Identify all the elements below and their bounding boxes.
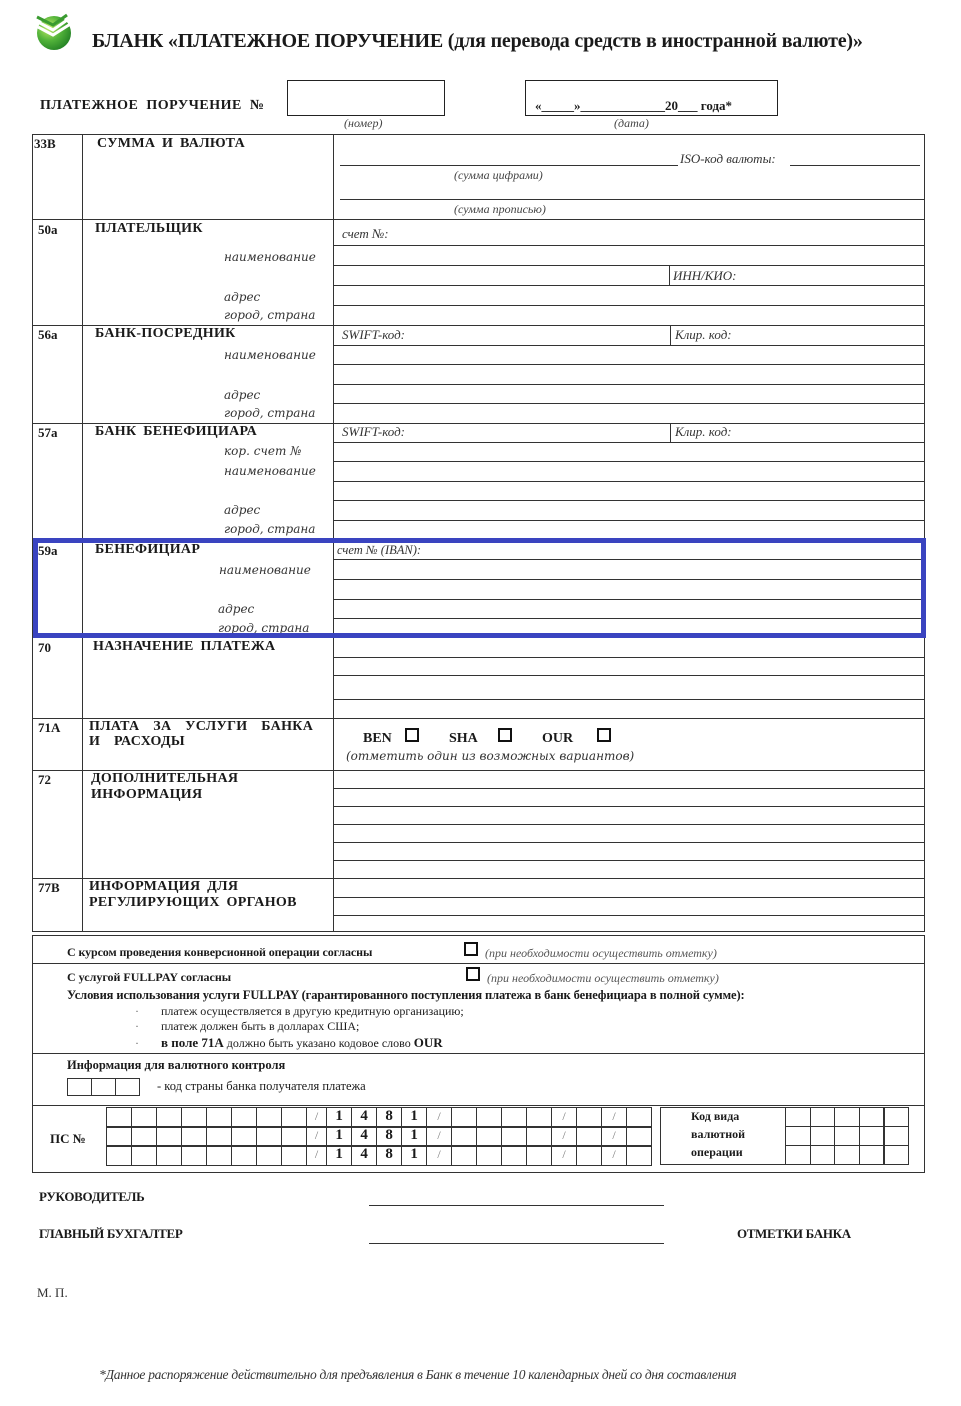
iso-code-label: ISO-код валюты:	[680, 151, 776, 166]
section-title-payment-purpose: НАЗНАЧЕНИЕ ПЛАТЕЖА	[93, 639, 276, 654]
conversion-agreement-label: С курсом проведения конверсионной операции согласны	[67, 945, 373, 959]
section-title-intermediary-bank: БАНК-ПОСРЕДНИК	[95, 326, 236, 341]
condition-bold-prefix: в поле 71А	[161, 1035, 224, 1050]
amount-words-input[interactable]	[340, 199, 925, 200]
beneficiary-bank-corr-input[interactable]	[334, 443, 924, 461]
section-title-beneficiary: БЕНЕФИЦИАР	[95, 542, 201, 557]
sberbank-logo-icon	[32, 12, 76, 52]
ps-number-cell[interactable]: 1	[326, 1145, 352, 1166]
amount-words-caption: (сумма прописью)	[454, 202, 546, 216]
beneficiary-bank-city-label: город, страна	[224, 522, 316, 536]
ps-number-cell[interactable]	[626, 1145, 652, 1166]
country-code-cell-2[interactable]	[91, 1078, 116, 1096]
op-code-label-line3: операции	[691, 1145, 743, 1159]
beneficiary-iban-label: счет № (IBAN):	[337, 543, 422, 557]
ps-number-cell[interactable]: /	[551, 1126, 577, 1147]
iso-code-input[interactable]	[790, 165, 920, 166]
ps-number-cell[interactable]	[156, 1145, 182, 1166]
ps-number-cell[interactable]	[501, 1145, 527, 1166]
order-number-field[interactable]	[287, 80, 445, 116]
bullet: ·	[135, 1019, 139, 1033]
fee-option-our-label: OUR	[542, 731, 574, 746]
operation-code-cell[interactable]	[810, 1145, 836, 1165]
intermediary-swift-input[interactable]	[334, 326, 669, 344]
fullpay-agreement-hint: (при необходимости осуществить отметку)	[487, 971, 719, 985]
bullet: ·	[135, 1036, 139, 1050]
conversion-agreement-checkbox[interactable]	[464, 942, 478, 956]
payer-address-input[interactable]	[334, 286, 924, 305]
payer-city-input[interactable]	[334, 306, 924, 325]
country-code-cell-3[interactable]	[115, 1078, 140, 1096]
country-code-label: - код страны банка получателя платежа	[157, 1079, 366, 1093]
payment-purpose-input[interactable]	[334, 638, 924, 718]
beneficiary-name-input-2[interactable]	[334, 580, 924, 598]
ps-number-cell[interactable]: 8	[376, 1145, 402, 1166]
beneficiary-bank-name-input-2[interactable]	[334, 482, 924, 500]
ps-number-cell[interactable]: /	[426, 1107, 452, 1128]
date-template: «_____»_____________20___ года*	[535, 98, 733, 113]
country-code-cell-1[interactable]	[67, 1078, 92, 1096]
ps-number-cell[interactable]: /	[306, 1145, 327, 1166]
ps-number-cell[interactable]: /	[426, 1126, 452, 1147]
beneficiary-address-input[interactable]	[334, 600, 924, 618]
form-title: БЛАНК «ПЛАТЕЖНОЕ ПОРУЧЕНИЕ (для перевода средств в иностранной валюте)»	[92, 30, 863, 52]
beneficiary-name-input[interactable]	[334, 560, 924, 578]
field-code-72: 72	[38, 772, 51, 787]
field-code-70: 70	[38, 640, 51, 655]
beneficiary-bank-swift-input[interactable]	[334, 424, 669, 441]
ps-number-cell[interactable]	[256, 1145, 282, 1166]
ps-number-cell[interactable]	[131, 1145, 157, 1166]
payer-city-label: город, страна	[224, 308, 316, 322]
stamp-label: М. П.	[37, 1285, 68, 1300]
operation-code-cell[interactable]	[859, 1107, 885, 1127]
ps-number-cell[interactable]: 1	[401, 1107, 427, 1128]
conversion-agreement-hint: (при необходимости осуществить отметку)	[485, 946, 717, 960]
validity-footnote: *Данное распоряжение действительно для предъявления в Банк в течение 10 календарных дней со дня составления	[99, 1367, 737, 1382]
head-signature-line[interactable]	[369, 1205, 664, 1206]
regulatory-info-title-line2: РЕГУЛИРУЮЩИХ ОРГАНОВ	[89, 895, 297, 910]
ps-number-cell[interactable]	[476, 1145, 502, 1166]
beneficiary-bank-corr-label: кор. счет №	[224, 444, 302, 458]
number-caption: (номер)	[344, 116, 383, 130]
operation-code-cell[interactable]	[834, 1107, 860, 1127]
beneficiary-bank-city-input[interactable]	[334, 521, 924, 539]
ps-number-cell[interactable]: /	[601, 1145, 627, 1166]
payer-address-label: адрес	[224, 290, 261, 304]
operation-code-cell[interactable]	[883, 1126, 909, 1146]
operation-code-cell[interactable]	[785, 1107, 811, 1127]
intermediary-swift-label: SWIFT-код:	[342, 327, 406, 342]
ps-number-cell[interactable]	[451, 1145, 477, 1166]
intermediary-name-input[interactable]	[334, 346, 924, 364]
bank-fees-title-line2: И РАСХОДЫ	[89, 734, 185, 749]
beneficiary-bank-name-input[interactable]	[334, 462, 924, 480]
bullet: ·	[135, 1004, 139, 1018]
payer-account-input[interactable]	[334, 220, 924, 245]
additional-info-input[interactable]	[334, 771, 924, 877]
operation-code-cell[interactable]	[810, 1107, 836, 1127]
additional-info-title-line1: ДОПОЛНИТЕЛЬНАЯ	[91, 771, 239, 786]
beneficiary-city-label: город, страна	[218, 621, 310, 635]
amount-digits-input[interactable]	[340, 165, 678, 166]
fee-option-ben-label: BEN	[363, 731, 392, 746]
intermediary-city-input[interactable]	[334, 404, 924, 422]
ps-number-cell[interactable]: 8	[376, 1107, 402, 1128]
fullpay-agreement-label: С услугой FULLPAY согласны	[67, 970, 232, 984]
payer-name-input[interactable]	[334, 246, 924, 265]
regulatory-info-input[interactable]	[334, 879, 924, 931]
operation-code-cell[interactable]	[785, 1145, 811, 1165]
fee-option-our-checkbox[interactable]	[597, 728, 611, 742]
section-title-beneficiary-bank: БАНК БЕНЕФИЦИАРА	[95, 424, 258, 439]
operation-code-cell[interactable]	[834, 1145, 860, 1165]
section-title-regulatory-info	[89, 879, 297, 911]
ps-number-cell[interactable]: 4	[351, 1107, 377, 1128]
beneficiary-address-label: адрес	[218, 602, 255, 616]
section-title-payer: ПЛАТЕЛЬЩИК	[95, 221, 203, 236]
field-code-50a: 50а	[38, 222, 58, 237]
ps-number-cell[interactable]: /	[426, 1145, 452, 1166]
intermediary-name-input-2[interactable]	[334, 365, 924, 383]
ps-number-cell[interactable]: 1	[401, 1126, 427, 1147]
ps-number-cell[interactable]: 1	[401, 1145, 427, 1166]
ps-number-cell[interactable]: /	[601, 1126, 627, 1147]
op-code-label-line1: Код вида	[691, 1109, 740, 1123]
operation-code-cell[interactable]	[859, 1145, 885, 1165]
ps-number-cell[interactable]: 8	[376, 1126, 402, 1147]
fee-option-sha-label: SHA	[449, 731, 478, 746]
condition-text: платеж должен быть в долларах США;	[161, 1019, 360, 1033]
ps-number-cell[interactable]: /	[551, 1107, 577, 1128]
intermediary-address-label: адрес	[224, 388, 261, 402]
field-code-56a: 56а	[38, 327, 58, 342]
fullpay-condition-3	[135, 1035, 443, 1051]
condition-text: должно быть указано кодовое слово	[223, 1036, 414, 1050]
intermediary-city-label: город, страна	[224, 406, 316, 420]
intermediary-clearing-label: Клир. код:	[675, 327, 732, 342]
beneficiary-bank-swift-label: SWIFT-код:	[342, 424, 406, 439]
ps-number-cell[interactable]: 1	[326, 1107, 352, 1128]
ps-number-cell[interactable]	[526, 1145, 552, 1166]
field-code-57a: 57а	[38, 425, 58, 440]
regulatory-info-title-line1: ИНФОРМАЦИЯ ДЛЯ	[89, 879, 239, 894]
chief-accountant-signature-label: ГЛАВНЫЙ БУХГАЛТЕР	[39, 1226, 183, 1241]
ps-number-cell[interactable]: 1	[326, 1126, 352, 1147]
fullpay-condition-2	[135, 1019, 359, 1034]
operation-code-cell[interactable]	[785, 1126, 811, 1146]
operation-code-cell[interactable]	[810, 1126, 836, 1146]
ps-number-cell[interactable]	[576, 1145, 602, 1166]
ps-number-label: ПС №	[50, 1131, 86, 1146]
payer-name-label: наименование	[224, 250, 316, 264]
payer-name-input-2[interactable]	[334, 266, 668, 285]
additional-info-title-line2: ИНФОРМАЦИЯ	[91, 787, 203, 802]
beneficiary-bank-clearing-label: Клир. код:	[675, 424, 732, 439]
intermediary-name-label: наименование	[224, 348, 316, 362]
field-code-77b: 77В	[38, 880, 60, 895]
ps-number-cell[interactable]: /	[306, 1126, 327, 1147]
condition-text: платеж осуществляется в другую кредитную организацию;	[161, 1004, 464, 1018]
field-code-33b: 33В	[34, 136, 56, 151]
operation-code-cell[interactable]	[883, 1145, 909, 1165]
ps-number-cell[interactable]	[106, 1145, 132, 1166]
beneficiary-bank-name-label: наименование	[224, 464, 316, 478]
fee-option-hint: (отметить один из возможных вариантов)	[346, 749, 635, 763]
beneficiary-iban-input[interactable]	[334, 542, 924, 559]
intermediary-address-input[interactable]	[334, 385, 924, 403]
fullpay-condition-1	[135, 1004, 464, 1019]
payer-account-label: счет №:	[342, 226, 389, 241]
condition-bold-suffix: OUR	[413, 1035, 443, 1050]
field-code-71a: 71А	[38, 720, 61, 735]
field-code-59a: 59а	[38, 543, 58, 558]
payer-inn-label: ИНН/КИО:	[673, 268, 737, 283]
ps-number-cell[interactable]	[281, 1145, 307, 1166]
section-title-additional-info	[91, 771, 238, 803]
head-signature-label: РУКОВОДИТЕЛЬ	[39, 1189, 145, 1204]
amount-digits-caption: (сумма цифрами)	[454, 168, 543, 182]
beneficiary-name-label: наименование	[219, 563, 311, 577]
operation-code-cell[interactable]	[859, 1126, 885, 1146]
fullpay-agreement-checkbox[interactable]	[466, 967, 480, 981]
beneficiary-city-input[interactable]	[334, 619, 924, 636]
ps-number-cell[interactable]	[231, 1145, 257, 1166]
fee-option-sha-checkbox[interactable]	[498, 728, 512, 742]
operation-code-cell[interactable]	[834, 1126, 860, 1146]
ps-number-cell[interactable]	[181, 1145, 207, 1166]
date-caption: (дата)	[614, 116, 649, 130]
op-code-label-line2: валютной	[691, 1127, 746, 1141]
beneficiary-bank-address-label: адрес	[224, 503, 261, 517]
chief-accountant-signature-line[interactable]	[369, 1243, 664, 1244]
currency-control-title: Информация для валютного контроля	[67, 1058, 286, 1072]
bank-marks-label: ОТМЕТКИ БАНКА	[737, 1226, 851, 1241]
fee-option-ben-checkbox[interactable]	[405, 728, 419, 742]
ps-number-cell[interactable]: 4	[351, 1126, 377, 1147]
beneficiary-bank-address-input[interactable]	[334, 501, 924, 519]
ps-number-cell[interactable]: /	[551, 1145, 577, 1166]
operation-code-cell[interactable]	[883, 1107, 909, 1127]
section-title-bank-fees	[89, 719, 333, 750]
payment-order-number-label: ПЛАТЕЖНОЕ ПОРУЧЕНИЕ №	[40, 98, 265, 113]
operation-code-label	[661, 1107, 785, 1161]
ps-number-cell[interactable]: /	[306, 1107, 327, 1128]
ps-number-cell[interactable]	[206, 1145, 232, 1166]
bank-fees-title-line1: ПЛАТА ЗА УСЛУГИ БАНКА	[89, 719, 314, 734]
ps-number-cell[interactable]: /	[601, 1107, 627, 1128]
fullpay-conditions-title: Условия использования услуги FULLPAY (гарантированного поступления платежа в банк бенефициара в полной сумме):	[67, 988, 745, 1002]
date-field[interactable]	[525, 80, 778, 116]
section-title-amount: СУММА И ВАЛЮТА	[97, 136, 245, 151]
ps-number-cell[interactable]: 4	[351, 1145, 377, 1166]
